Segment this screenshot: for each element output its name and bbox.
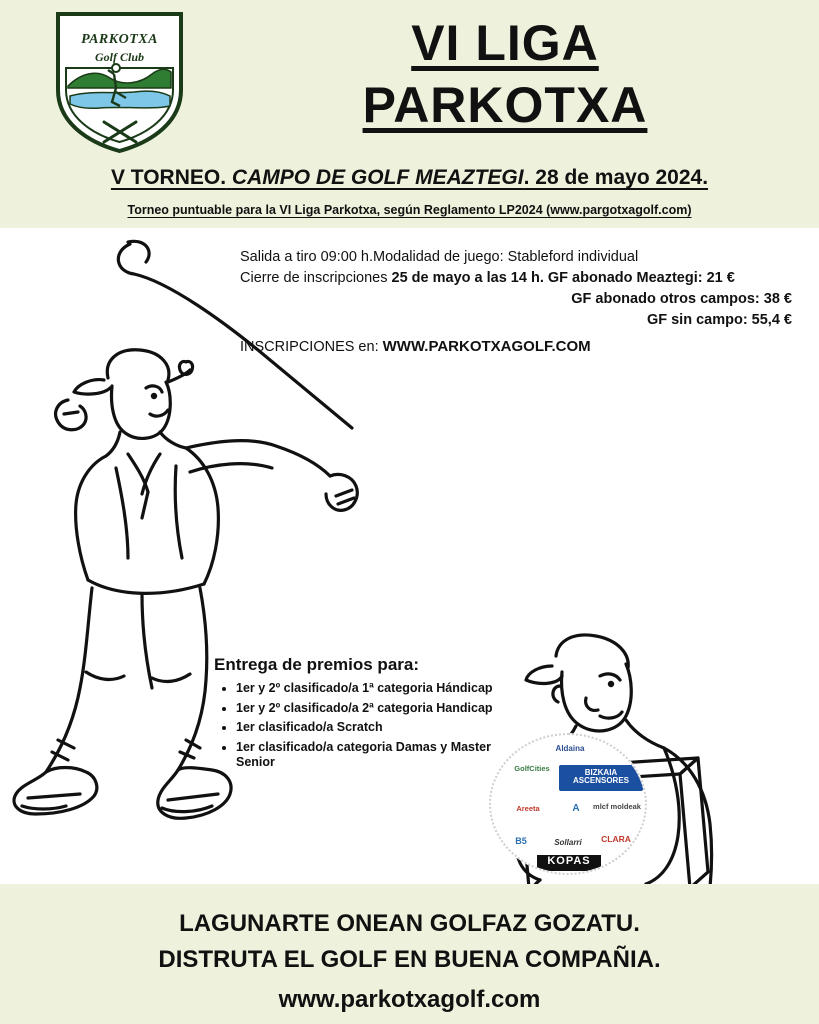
registration-url[interactable]: WWW.PARKOTXAGOLF.COM — [382, 338, 591, 355]
list-item: • 1er clasificado/a Scratch — [236, 720, 504, 736]
subtitle-prefix: V TORNEO. — [110, 166, 227, 189]
sponsor-logo-golfcities: GolfCities — [514, 764, 550, 773]
sponsor-logo-mlcf: mlcf moldeak — [593, 802, 641, 811]
title-line-1: VI LIGA — [411, 15, 599, 71]
poster-title — [200, 12, 810, 136]
sponsor-logo-kopas: KOPAS — [537, 855, 601, 871]
subtitle-course: CAMPO DE GOLF MEAZTEGI — [231, 166, 524, 189]
info-fee-other: GF abonado otros campos: 38 € — [571, 291, 792, 307]
sponsor-logo-aldaina: Aldaina — [555, 744, 585, 753]
sponsor-logo-areeta: Areeta — [516, 804, 540, 813]
tournament-info — [240, 247, 800, 355]
crest-club-sub: Golf Club — [94, 50, 144, 64]
sponsor-logos — [489, 733, 647, 875]
info-line-2 — [240, 268, 800, 289]
info-fee-meaztegi: GF abonado Meaztegi: 21 € — [543, 270, 735, 286]
list-item: • 1er y 2º clasificado/a 2ª categoria Handicap — [236, 701, 504, 717]
poster-header — [0, 0, 819, 228]
sponsor-logo-sollarri: Sollarri — [554, 838, 582, 847]
poster-subtitle — [0, 166, 819, 190]
sponsor-logo-bizkaia-ascensores: BIZKAIA ASCENSORES — [559, 765, 643, 791]
prizes-title: Entrega de premios para: — [214, 655, 420, 674]
footer-slogan-eu: LAGUNARTE ONEAN GOLFAZ GOZATU. — [179, 910, 640, 937]
footer-website[interactable]: www.parkotxagolf.com — [278, 986, 541, 1013]
club-crest — [52, 10, 187, 155]
prizes-section — [214, 655, 504, 775]
info-line-2-prefix: Cierre de inscripciones — [240, 270, 392, 286]
poster-note: Torneo puntuable para la VI Liga Parkotxa, según Reglamento LP2024 (www.pargotxagolf.com) — [127, 203, 692, 217]
list-item: • 1er y 2º clasificado/a 1ª categoria Hándicap — [236, 681, 504, 697]
sponsor-logo-b5: B5 — [515, 836, 527, 846]
subtitle-date: . 28 de mayo 2024. — [523, 166, 709, 189]
poster-footer — [0, 884, 819, 1024]
info-deadline: 25 de mayo a las 14 h. — [391, 270, 544, 286]
footer-slogan-es: DISTRUTA EL GOLF EN BUENA COMPAÑIA. — [158, 946, 661, 973]
registration-line — [240, 338, 800, 355]
list-item: • 1er clasificado/a categoria Damas y Master Senior — [236, 740, 504, 771]
info-line-1: Salida a tiro 09:00 h.Modalidad de juego: Stableford individual — [240, 249, 639, 265]
registration-label: INSCRIPCIONES en: — [240, 339, 379, 355]
title-line-2: PARKOTXA — [362, 77, 648, 133]
prizes-list — [236, 681, 504, 771]
sponsor-logo-a: A — [572, 803, 580, 814]
crest-club-name: PARKOTXA — [81, 32, 158, 47]
sponsor-logo-clara: CLARA — [601, 834, 631, 844]
info-fee-nocourse: GF sin campo: 55,4 € — [646, 312, 792, 328]
